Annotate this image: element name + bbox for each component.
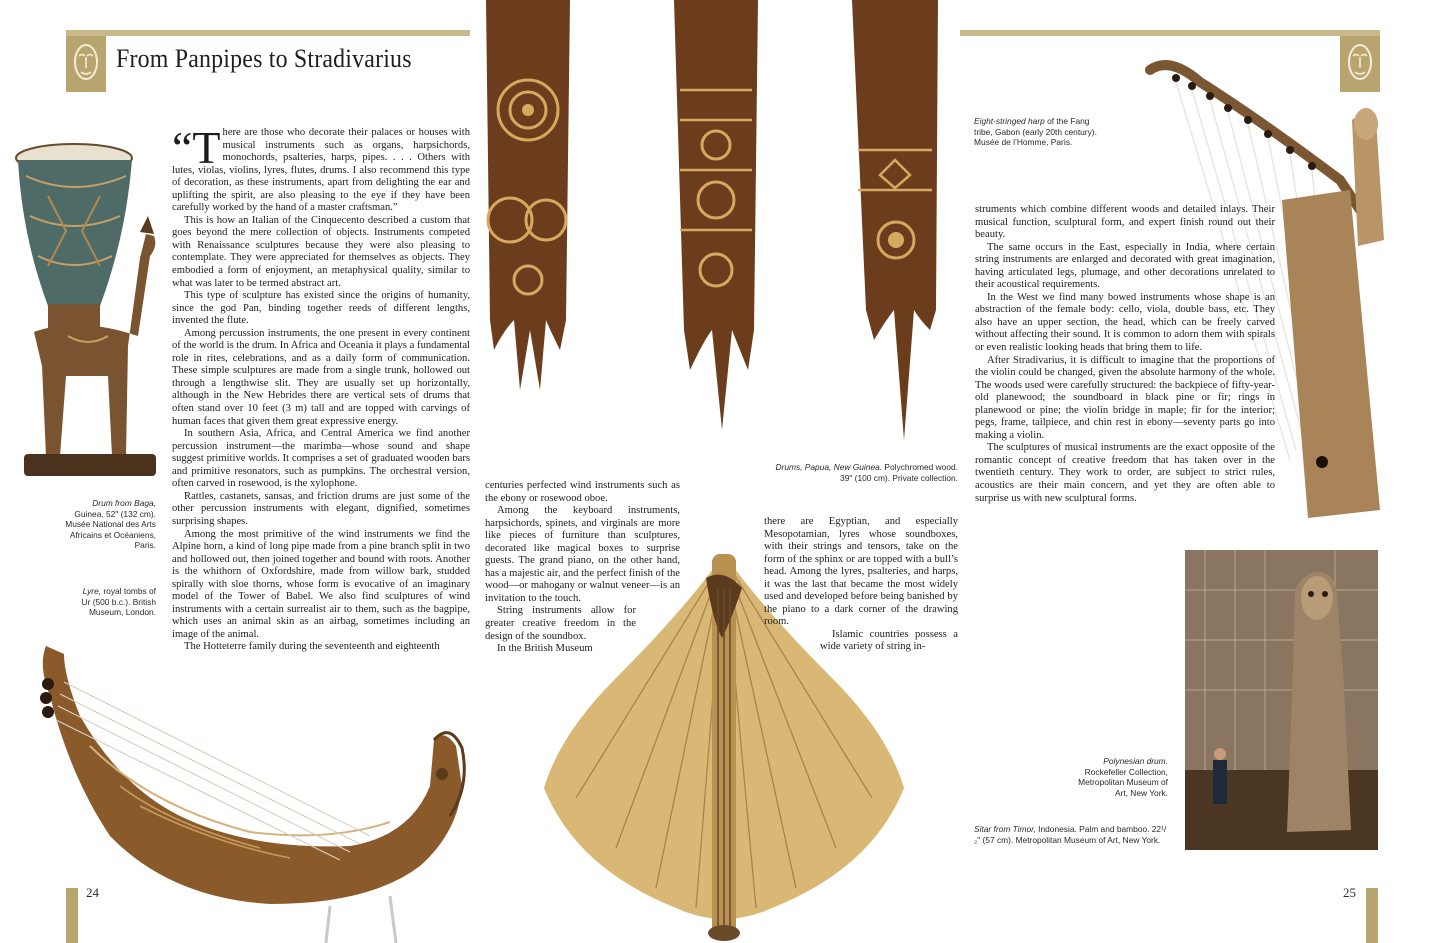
paragraph: here are those who decorate their palaces or houses with musical instruments such as organs, harpsichords, monochords, psalteries, harps, pipes. . . . Others with lutes, violas, violins, lyres, flutes, drums. I also recommend this type of decoration, as these instruments, apart from delighting the ear and uplifting the spirit, are also pleasing to the eye if they have been carefully worked by the hand of a master craftsman.” (172, 127, 470, 214)
caption-text: Guinea. 52" (132 cm). Musée National des Arts Africains et Océaniens, Paris. (65, 508, 156, 550)
papua-drums-photo (480, 0, 960, 455)
paragraph: struments which combine different woods and detailed inlays. Their musical function, sculptural form, and expert finish round out their beauty. (975, 204, 1275, 241)
caption-drum-baga (62, 498, 156, 551)
caption-place: Papua, New Guinea. (802, 462, 883, 472)
tribal-mask-icon (66, 36, 106, 92)
drop-cap: “T (172, 122, 221, 173)
paragraph: In the West we find many bowed instruments whose shape is an abstraction of the female body: cello, viola, double bass, etc. They also have an upper section, the head, which can be freely carved without affecting their sound. It is common to adorn them with spirals or even realistic looking heads that bring them to life. (975, 291, 1275, 354)
paragraph: The Hotteterre family during the seventeenth and eighteenth (184, 641, 440, 653)
text-column-middle-right (764, 516, 958, 654)
page-number-left: 24 (86, 885, 99, 900)
caption-title: Polynesian drum. (1103, 756, 1168, 766)
left-mask-tab (66, 36, 106, 92)
caption-timor-sitar (974, 824, 1170, 845)
text-column-left (172, 122, 470, 654)
caption-papua-drums (762, 462, 958, 483)
paragraph: Among percussion instruments, the one present in every continent of the world is the drum. In Africa and Oceania it plays a fundamental role in rites, celebrations, and as a daily form of communication. These simple sculptures are made from a single trunk, hollowed out through a lengthwise slit. They are usually set up horizontally, although in the New Hebrides there are vertical sets of drums that often stand over 10 feet (3 m) tall and are topped with carvings of human faces that given them great expressive energy. (172, 327, 470, 427)
caption-title: Drum from Baga, (92, 498, 156, 508)
caption-lyre (80, 586, 156, 618)
paragraph: After Stradivarius, it is difficult to imagine that the proportions of the violin could be changed, given the absolute harmony of the whole. The woods used were carefully structured: the backpiece of fifty-year-old planewood; the soundboard in black pine or fir; rings in planewood or pine; the violin bridge in maple; fir for the interior; pegs, frame, tailpiece, and chin rest in ebony—seventy parts go into making a violin. (975, 354, 1275, 441)
paragraph: In the British Museum (497, 643, 593, 655)
text-column-right (975, 204, 1275, 505)
caption-text: Polychromed wood. 39" (100 cm). Private collection. (840, 462, 958, 483)
paragraph: Islamic countries possess a wide variety of string in- (820, 628, 958, 653)
drum-baga-photo (8, 136, 160, 486)
page-tab-right (1366, 888, 1378, 943)
paragraph: The same occurs in the East, especially in India, where certain string instruments are enlarged and decorated with great imagination, having articulated legs, plumage, and other decorations unrelated to their acoustical requirements. (975, 241, 1275, 291)
caption-title: Lyre, (82, 586, 102, 596)
paragraph: String instruments allow for greater creative freedom in the design of the soundbox. (485, 605, 636, 642)
caption-title: Eight-stringed harp (974, 116, 1045, 126)
paragraph: centuries perfected wind instruments such as the ebony or rosewood oboe. (485, 480, 680, 504)
paragraph: Among the keyboard instruments, harpsichords, spinets, and virginals are more like pieces of furniture than sculptures, decorated like magical boxes to surprise guests. The grand piano, on the other hand, has a majestic air, and the perfect finish of the wood—or mahogany or walnut veneer—is an invitation to the touch. (485, 505, 680, 604)
paragraph: Among the most primitive of the wind instruments we find the Alpine horn, a kind of long pipe made from a pine branch split in two and hollowed out, then joined together and bound with roots. Another is the whithorn of Oxfordshire, made from willow bark, studded spirally with sloe thorns, whose form is evocative of an imaginary model of the Tower of Babel. We also find sculptures of wind instruments with a certain surrealist air to them, such as the bagpipe, which uses an animal skin as an airbag, sometimes including an image of the animal. (172, 528, 470, 640)
caption-title: Sitar from Timor, (974, 824, 1036, 834)
polynesian-drum-photo (1185, 550, 1378, 850)
caption-fang-harp (974, 116, 1110, 148)
caption-text: Indonesia. Palm and bamboo. 22¹/₂" (57 cm). Metropolitan Museum of Art, New York. (974, 824, 1167, 845)
paragraph: there are Egyptian, and especially Mesopotamian, lyres whose soundboxes, with their strings and tensors, take on the form of the sphinx or are topped with a bull’s head. Among the lyres, psalteries, and harps, it was the last that became the most widely used and developed before being banished by the piano to a dark corner of the drawing room. (764, 516, 958, 628)
paragraph: The sculptures of musical instruments are the exact opposite of the romantic concept of creative freedom that has taken over in the twentieth century. They work to order, are subject to strict rules, acoustics are their main concern, and yet they are often able to surprise us with new sculptural forms. (975, 442, 1275, 504)
header-rule-left (66, 30, 470, 36)
caption-text: royal tombs of Ur (500 b.c.). British Museum, London. (81, 586, 156, 617)
caption-polynesian-drum (1066, 756, 1168, 798)
paragraph: Rattles, castanets, sansas, and friction drums are just some of the other percussion instruments with elegant, dignified, sometimes surprising shapes. (172, 490, 470, 527)
paragraph: This type of sculpture has existed since the origins of humanity, since the god Pan, binding together reeds of different lengths, invented the flute. (172, 290, 470, 327)
header-rule-right (960, 30, 1380, 36)
paragraph: In southern Asia, Africa, and Central America we find another percussion instrument—the marimba—whose sound and shape suggest primitive worlds. It comprises a set of graduated wooden bars and primitive resonators, such as pumpkins. The orchestral version, often carved in rosewood, is the xylophone. (172, 428, 470, 490)
text-column-middle-left (485, 480, 680, 656)
page-number-right: 25 (1343, 885, 1356, 900)
paragraph: This is how an Italian of the Cinquecento described a custom that goes beyond the mere collection of objects. Instruments competed with Renaissance sculptures because they were also pleasing to contemplate. They were appreciated for themselves as objects. They embodied a form of enjoyment, an metaphysical quality, similar to what was later to be termed abstract art. (172, 214, 470, 289)
caption-title: Drums, (775, 462, 803, 472)
caption-text: of the Fang tribe, Gabon (early 20th century). Musée de l’Homme, Paris. (974, 116, 1097, 147)
page-title: From Panpipes to Stradivarius (116, 44, 412, 73)
page-tab-left (66, 888, 78, 943)
caption-text: Rockefeller Collection, Metropolitan Museum of Art, New York. (1078, 766, 1168, 798)
